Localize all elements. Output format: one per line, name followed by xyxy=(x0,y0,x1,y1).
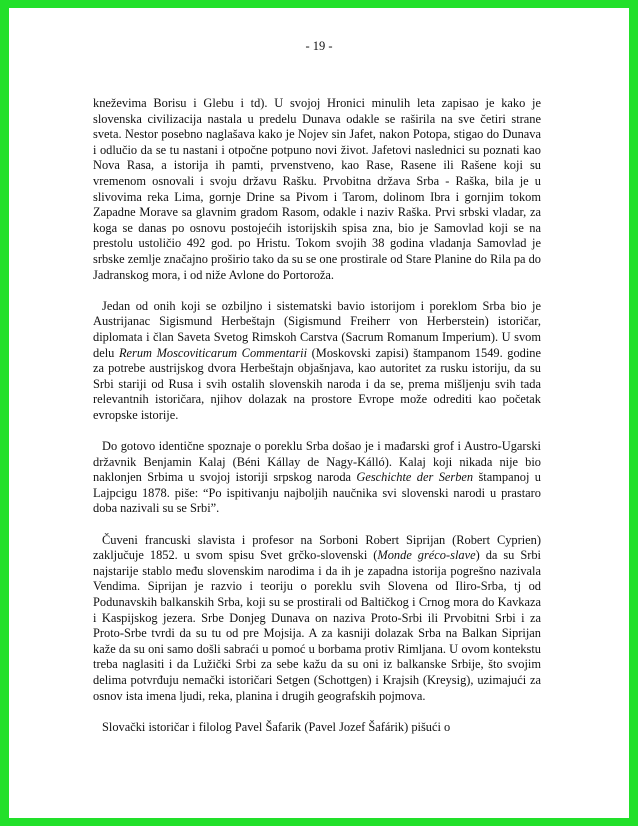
text-run: Čuveni francuski slavista i profesor na Sorboni Robert Siprijan (Robert Cyprien) zaključuje 1852. u svom spisu Svet grčko-slovenski ( xyxy=(93,532,541,563)
text-run: Jedan od onih koji se ozbiljno i sistematski bavio istorijom i poreklom Srba bio je Austrijanac Sigismund Herbeštajn (Sigismund Freiherr von Herberstein) istoričar, diplomata i član Saveta Svetog Rimskoh Carstva (Sacrum Romanum Imperium). U svom delu xyxy=(93,298,541,360)
body-text xyxy=(93,96,541,735)
paragraph xyxy=(93,96,541,283)
italic-title: Monde gréco-slave xyxy=(377,548,476,563)
paragraph xyxy=(93,720,541,736)
text-run: kneževima Borisu i Glebu i td). U svojoj Hronici minulih leta zapisao je kako je slovenska civilizacija nastala u predelu Dunava odakle se raširila na sve četiri strane sveta. Nestor posebno naglašava kako je Nojev sin Jafet, nakon Potopa, stigao do Dunava i odlučio da se tu nastani i otpočne potpuno novi život. Jafetovi naslednici su poznati kao Nova Rasa, a istorija ih pamti, prvenstveno, kao Rase, Rasene ili Rašene koji su vremenom osnovali i svoju državu Rašku. Prvobitna država Srba - Raška, bila je u slivovima reka Lima, gornje Drine sa Pivom i Tarom, dolinom Ibra i gornjim tokom Zapadne Morave sa glavnim gradom Rasom, odakle i naziv Raška. Prvi srbski vladar, za koga se danas po osnovu postojećih istorijskih spisa zna, bio je Samovlad koji se na prestolu ustoličio 492 god. po Hristu. Tokom svojih 38 godina vladanja Samovlad je srbske zemlje značajno proširio tako da su se one prostirale od Stare Planine do Rila pa do Jadranskog mora, i od niže Avlone do Portoroža. xyxy=(93,96,542,282)
text-run: Do gotovo identične spoznaje o poreklu Srba došao je i mađarski grof i Austro-Ugarski državnik Benjamin Kalaj (Béni Kállay de Nagy-Kálló). Kalaj koji nikada nije bio naklonjen Srbima u svojoj istoriji srpskog naroda xyxy=(93,439,541,485)
text-run: štampanoj u Lajpcigu 1878. piše: “Po ispitivanju najboljih naučnika svi slovenski narodi u prastaro doba nazivali su se Srbi”. xyxy=(93,470,541,516)
page-number: - 19 - xyxy=(305,39,333,53)
italic-title: Geschichte der Serben xyxy=(356,470,474,485)
paragraph xyxy=(93,299,541,424)
document-page xyxy=(9,8,629,818)
text-run: Slovački istoričar i filolog Pavel Šafarik (Pavel Jozef Šafárik) pišući o xyxy=(102,719,451,734)
paragraph xyxy=(93,533,541,705)
italic-title: Rerum Moscoviticarum Commentarii xyxy=(118,345,308,360)
paragraph xyxy=(93,439,541,517)
text-run: ) da su Srbi najstarije stablo među slovenskim narodima i da ih je zapadna istorija pogrešno nazivala Vendima. Siprijan je razvio i teoriju o poreklu svih Slovena od Iliro-Srba, tj od Podunavskih balkanskih Srba, koji su se prostirali od Baltičkog i Crnog mora do Kavkaza i Kaspijskog jezera. Srbe Donjeg Dunava on naziva Proto-Srbi ili Prvobitni Srbi i za Proto-Srbe tvrdi da su tu od pre Mojsija. A za kasniji dolazak Srba na Balkan Siprijan kaže da su oni samo došli sabraći u pomoć u borbama protiv Rimljana. U ovom kontekstu treba naglasiti i da Lužički Srbi za sebe kažu da su oni iz balkanske Srbije, što svojim delima potvrđuju nemački istoričari Setgen (Schottgen) i Krajsih (Kreysig), uzimajući za osnov ista imena ljudi, reka, planina i drugih geografskih pojmova. xyxy=(93,548,541,703)
text-run: (Moskovski zapisi) štampanom 1549. godine za potrebe austrijskog dvora Herbeštajn objašnjava, kao autoritet za rusku istoriju, da su Srbi stariji od Rusa i svih ostalih slovenskih naroda i da se, prema mišljenju svih tada relevantnih istoričara, njihov dolazak na prostore Evrope može odrediti kao početak evropske istorije. xyxy=(93,345,541,422)
